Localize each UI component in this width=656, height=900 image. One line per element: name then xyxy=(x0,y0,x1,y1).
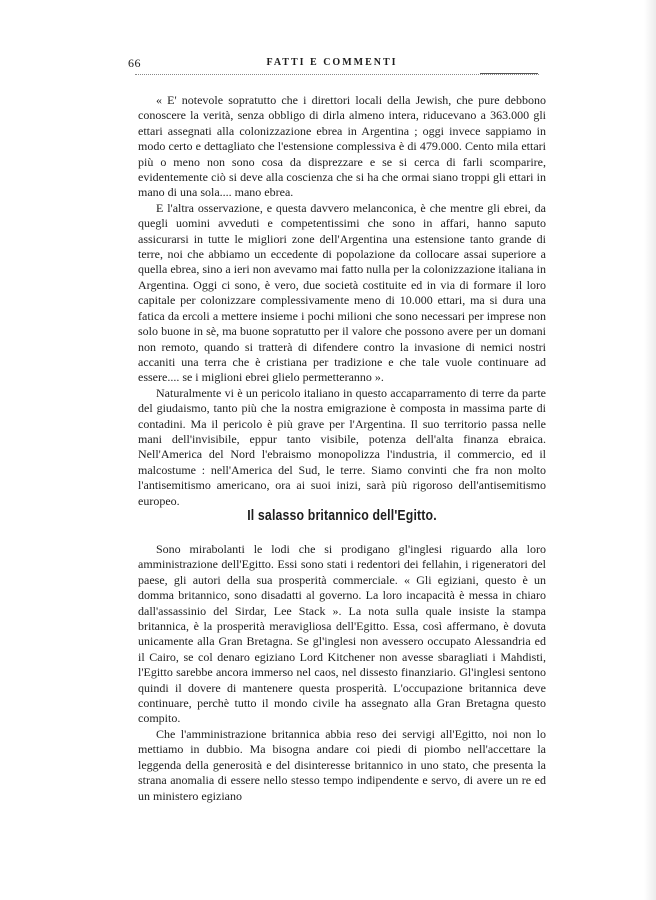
section-title: Il salasso britannico dell'Egitto. xyxy=(247,507,437,524)
paragraph: Naturalmente vi è un pericolo italiano in questo accaparramento di terre da parte del giudaismo, tanto più che la nostra emigrazione è composta in massima parte di contadini. Ma il pericolo è più grave per l'Argentina. Il suo territorio passa nelle mani dell'invisibile, eppur tanto visibile, potenza dell'alta finanza ebraica. Nell'America del Nord l'ebraismo monopolizza l'industria, il commercio, ed il malcostume : nell'America del Sud, le terre. Siamo convinti che fra non molto l'antisemitismo americano, ora ai suoi inizi, sarà più rigoroso dell'antisemitismo europeo. xyxy=(138,385,546,508)
running-head xyxy=(128,56,536,70)
paragraph: E l'altra osservazione, e questa davvero melanconica, è che mentre gli ebrei, da quegli uomini avveduti e competentissimi che sono in affari, hanno saputo assicurarsi in tutte le migliori zone dell'Argentina una estensione tanto grande di terre, noi che abbiamo un eccedente di popolazione da collocare assai superiore a quella ebrea, sino a ieri non avevamo mai fatto nulla per la colonizzazione italiana in Argentina. Oggi ci sono, è vero, due società costituite ed in via di formare il loro capitale per colonizzare complessivamente meno di 10.000 ettari, ma si dura una fatica da ercoli a mettere insieme i pochi milioni che sono necessari per imprese non solo buone in sè, ma buone sopratutto per il valore che possono avere per un domani non remoto, quando si tratterà di difendere contro la invasione di nemici nostri accaniti una terra che è cristiana per tradizione e che tale vuole continuare ad essere.... se i miglioni ebrei glielo permetteranno ». xyxy=(138,200,546,385)
header-rule xyxy=(135,74,539,75)
article-2-body xyxy=(138,542,546,804)
header-rule-accent xyxy=(480,73,538,74)
paragraph: « E' notevole sopratutto che i direttori locali della Jewish, che pure debbono conoscere la verità, senza obbligo di dirla almeno intera, riducevano a 363.000 gli ettari assegnati alla colonizzazione ebrea in Argentina ; oggi invece sappiamo in modo certo e dettagliato che l'estensione complessiva è di 479.000. Cento mila ettari più o meno non sono cosa da disprezzare e se si cerca di farli scomparire, evidentemente ciò si deve alla coscienza che si ha che ormai siano troppi gli ettari in mano di una sola.... mano ebrea. xyxy=(138,93,546,200)
page-number: 66 xyxy=(128,56,141,70)
paragraph: Sono mirabolanti le lodi che si prodigano gl'inglesi riguardo alla loro amministrazione dell'Egitto. Essi sono stati i redentori dei fellahin, i rigeneratori del paese, gli autori della sua prosperità commerciale. « Gli egiziani, questo è un domma britannico, sono disadatti al governo. La loro incapacità è messa in chiaro dall'assassinio del Sirdar, Lee Stack ». La nota sulla quale insiste la stampa britannica, è la prosperità meravigliosa dell'Egitto. Essa, così affermano, è dovuta unicamente alla Gran Bretagna. Se gl'inglesi non avessero occupato Alessandria ed il Cairo, se col denaro egiziano Lord Kitchener non avesse sbaragliati i Mahdisti, l'Egitto sarebbe ancora immerso nel caos, nel dissesto finanziario. Gl'inglesi sentono quindi il dovere di mantenere questa prosperità. L'occupazione britannica deve continuare, perchè tutto il mondo civile ha assegnato alla Gran Bretagna questo compito. xyxy=(138,542,546,726)
running-title: FATTI E COMMENTI xyxy=(266,57,398,68)
page-edge-shadow xyxy=(644,0,656,900)
paragraph: Che l'amministrazione britannica abbia reso dei servigi all'Egitto, noi non lo mettiamo in dubbio. Ma bisogna andare coi piedi di piombo nell'accettare la leggenda della generosità e del disinteresse britannico in uno stato, che presenta la strana anomalia di essere nello stesso tempo indipendente e servo, di avere un re ed un ministero egiziano xyxy=(138,726,546,803)
article-1-body xyxy=(138,93,546,509)
